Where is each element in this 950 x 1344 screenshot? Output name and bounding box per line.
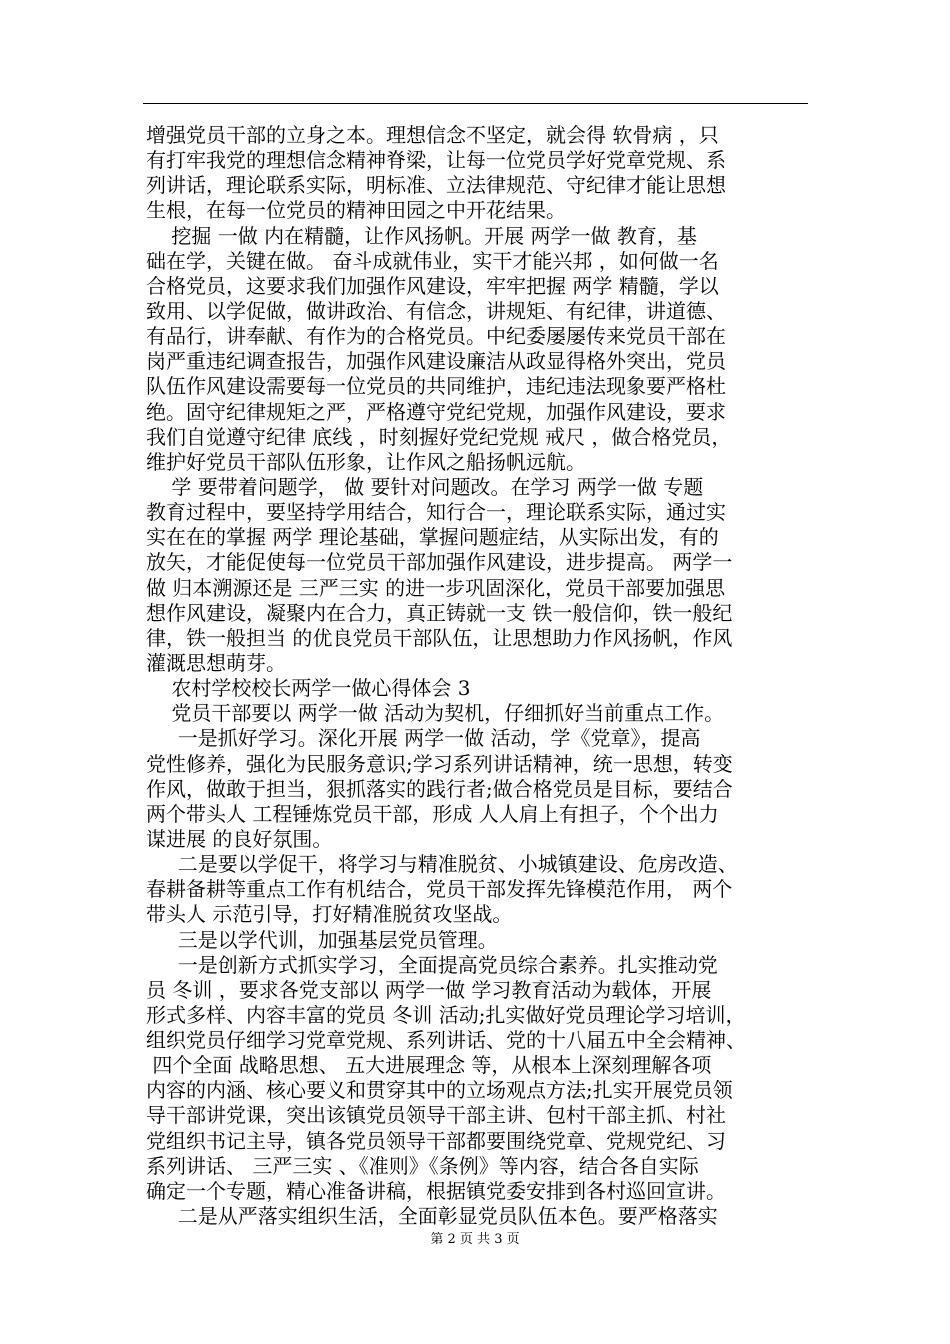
text-line: 组织党员仔细学习党章党规、系列讲话、党的十八届五中全会精神、 (146, 1028, 746, 1053)
text-line: 四个全面 战略思想、 五大进展理念 等，从根本上深刻理解各项 (146, 1053, 712, 1078)
text-line: 确定一个专题，精心准备讲稿，根据镇党委安排到各村巡回宣讲。 (146, 1178, 726, 1203)
text-line: 教育过程中，要坚持学用结合，知行合一，理论联系实际，通过实 (146, 500, 726, 525)
text-line: 党组织书记主导，镇各党员领导干部都要围绕党章、党规党纪、习 (146, 1128, 726, 1153)
page-footer (0, 1228, 950, 1247)
text-line: 党员干部要以 两学一做 活动为契机，仔细抓好当前重点工作。 (146, 701, 725, 726)
text-line: 二是从严落实组织生活，全面彰显党员队伍本色。要严格落实 (146, 1204, 718, 1229)
text-line: 导干部讲党课，突出该镇党员领导干部主讲、包村干部主抓、村社 (146, 1103, 726, 1128)
text-line: 维护好党员干部队伍形象，让作风之船扬帆远航。 (146, 449, 586, 474)
body-text (146, 123, 816, 1229)
text-line: 想作风建设，凝聚内在合力，真正铸就一支 铁一般信仰，铁一般纪 (146, 600, 733, 625)
text-line: 学 要带着问题学， 做 要针对问题改。在学习 两学一做 专题 (146, 474, 704, 499)
text-line: 础在学，关键在做。 奋斗成就伟业，实干才能兴邦 ，如何做一名 (146, 248, 719, 273)
text-line: 内容的内涵、核心要义和贯穿其中的立场观点方法;扎实开展党员领 (146, 1078, 733, 1103)
text-line: 二是要以学促干，将学习与精准脱贫、小城镇建设、危房改造、 (146, 852, 738, 877)
text-line: 春耕备耕等重点工作有机结合，党员干部发挥先锋模范作用， 两个 (146, 877, 733, 902)
text-line: 一是抓好学习。深化开展 两学一做 活动，学《党章》，提高 (146, 726, 701, 751)
text-line: 系列讲话、 三严三实 、《准则》《条例》等内容，结合各自实际 (146, 1153, 699, 1178)
text-line: 带头人 示范引导，打好精准脱贫攻坚战。 (146, 902, 513, 927)
text-line: 谋进展 的良好氛围。 (146, 826, 333, 851)
text-line: 形式多样、内容丰富的党员 冬训 活动;扎实做好党员理论学习培训， (146, 1002, 746, 1027)
text-line: 我们自觉遵守纪律 底线 ，时刻握好党纪党规 戒尺 ，做合格党员， (146, 424, 732, 449)
text-line: 列讲话，理论联系实际，明标准、立法律规范、守纪律才能让思想 (146, 173, 726, 198)
page-number-label: 第 2 页 共 3 页 (430, 1232, 520, 1247)
text-line: 员 冬训 ，要求各党支部以 两学一做 学习教育活动为载体，开展 (146, 977, 712, 1002)
text-line: 队伍作风建设需要每一位党员的共同维护，违纪违法现象要严格杜 (146, 374, 726, 399)
text-line: 农村学校校长两学一做心得体会 3 (146, 676, 471, 701)
text-line: 律，铁一般担当 的优良党员干部队伍，让思想助力作风扬帆，作风 (146, 625, 733, 650)
text-line: 党性修养，强化为民服务意识;学习系列讲话精神，统一思想，转变 (146, 751, 733, 776)
text-line: 致用、以学促做，做讲政治、有信念，讲规矩、有纪律，讲道德、 (146, 298, 726, 323)
text-line: 放矢，才能促使每一位党员干部加强作风建设，进步提高。 两学一 (146, 550, 733, 575)
text-line: 作风，做敢于担当，狠抓落实的践行者;做合格党员是目标，要结合 (146, 776, 733, 801)
text-line: 岗严重违纪调查报告，加强作风建设廉洁从政显得格外突出，党员 (146, 349, 726, 374)
text-line: 实在在的掌握 两学 理论基础，掌握问题症结，从实际出发，有的 (146, 525, 719, 550)
text-line: 做 归本溯源还是 三严三实 的进一步巩固深化，党员干部要加强思 (146, 575, 726, 600)
text-line: 灌溉思想萌芽。 (146, 650, 286, 675)
text-line: 有打牢我党的理想信念精神脊梁，让每一位党员学好党章党规、系 (146, 148, 726, 173)
header-rule (143, 103, 808, 104)
text-line: 生根，在每一位党员的精神田园之中开花结果。 (146, 198, 566, 223)
text-line: 增强党员干部的立身之本。理想信念不坚定，就会得 软骨病 ，只 (146, 123, 719, 147)
text-line: 绝。固守纪律规矩之严，严格遵守党纪党规，加强作风建设，要求 (146, 399, 726, 424)
text-line: 有品行，讲奉献、有作为的合格党员。中纪委屡屡传来党员干部在 (146, 324, 726, 349)
text-line: 两个带头人 工程锤炼党员干部，形成 人人肩上有担子，个个出力 (146, 801, 719, 826)
text-line: 合格党员，这要求我们加强作风建设，牢牢把握 两学 精髓，学以 (146, 273, 719, 298)
text-line: 挖掘 一做 内在精髓，让作风扬帆。开展 两学一做 教育，基 (146, 223, 697, 248)
text-line: 三是以学代训，加强基层党员管理。 (146, 927, 498, 952)
text-line: 一是创新方式抓实学习，全面提高党员综合素养。扎实推动党 (146, 952, 718, 977)
